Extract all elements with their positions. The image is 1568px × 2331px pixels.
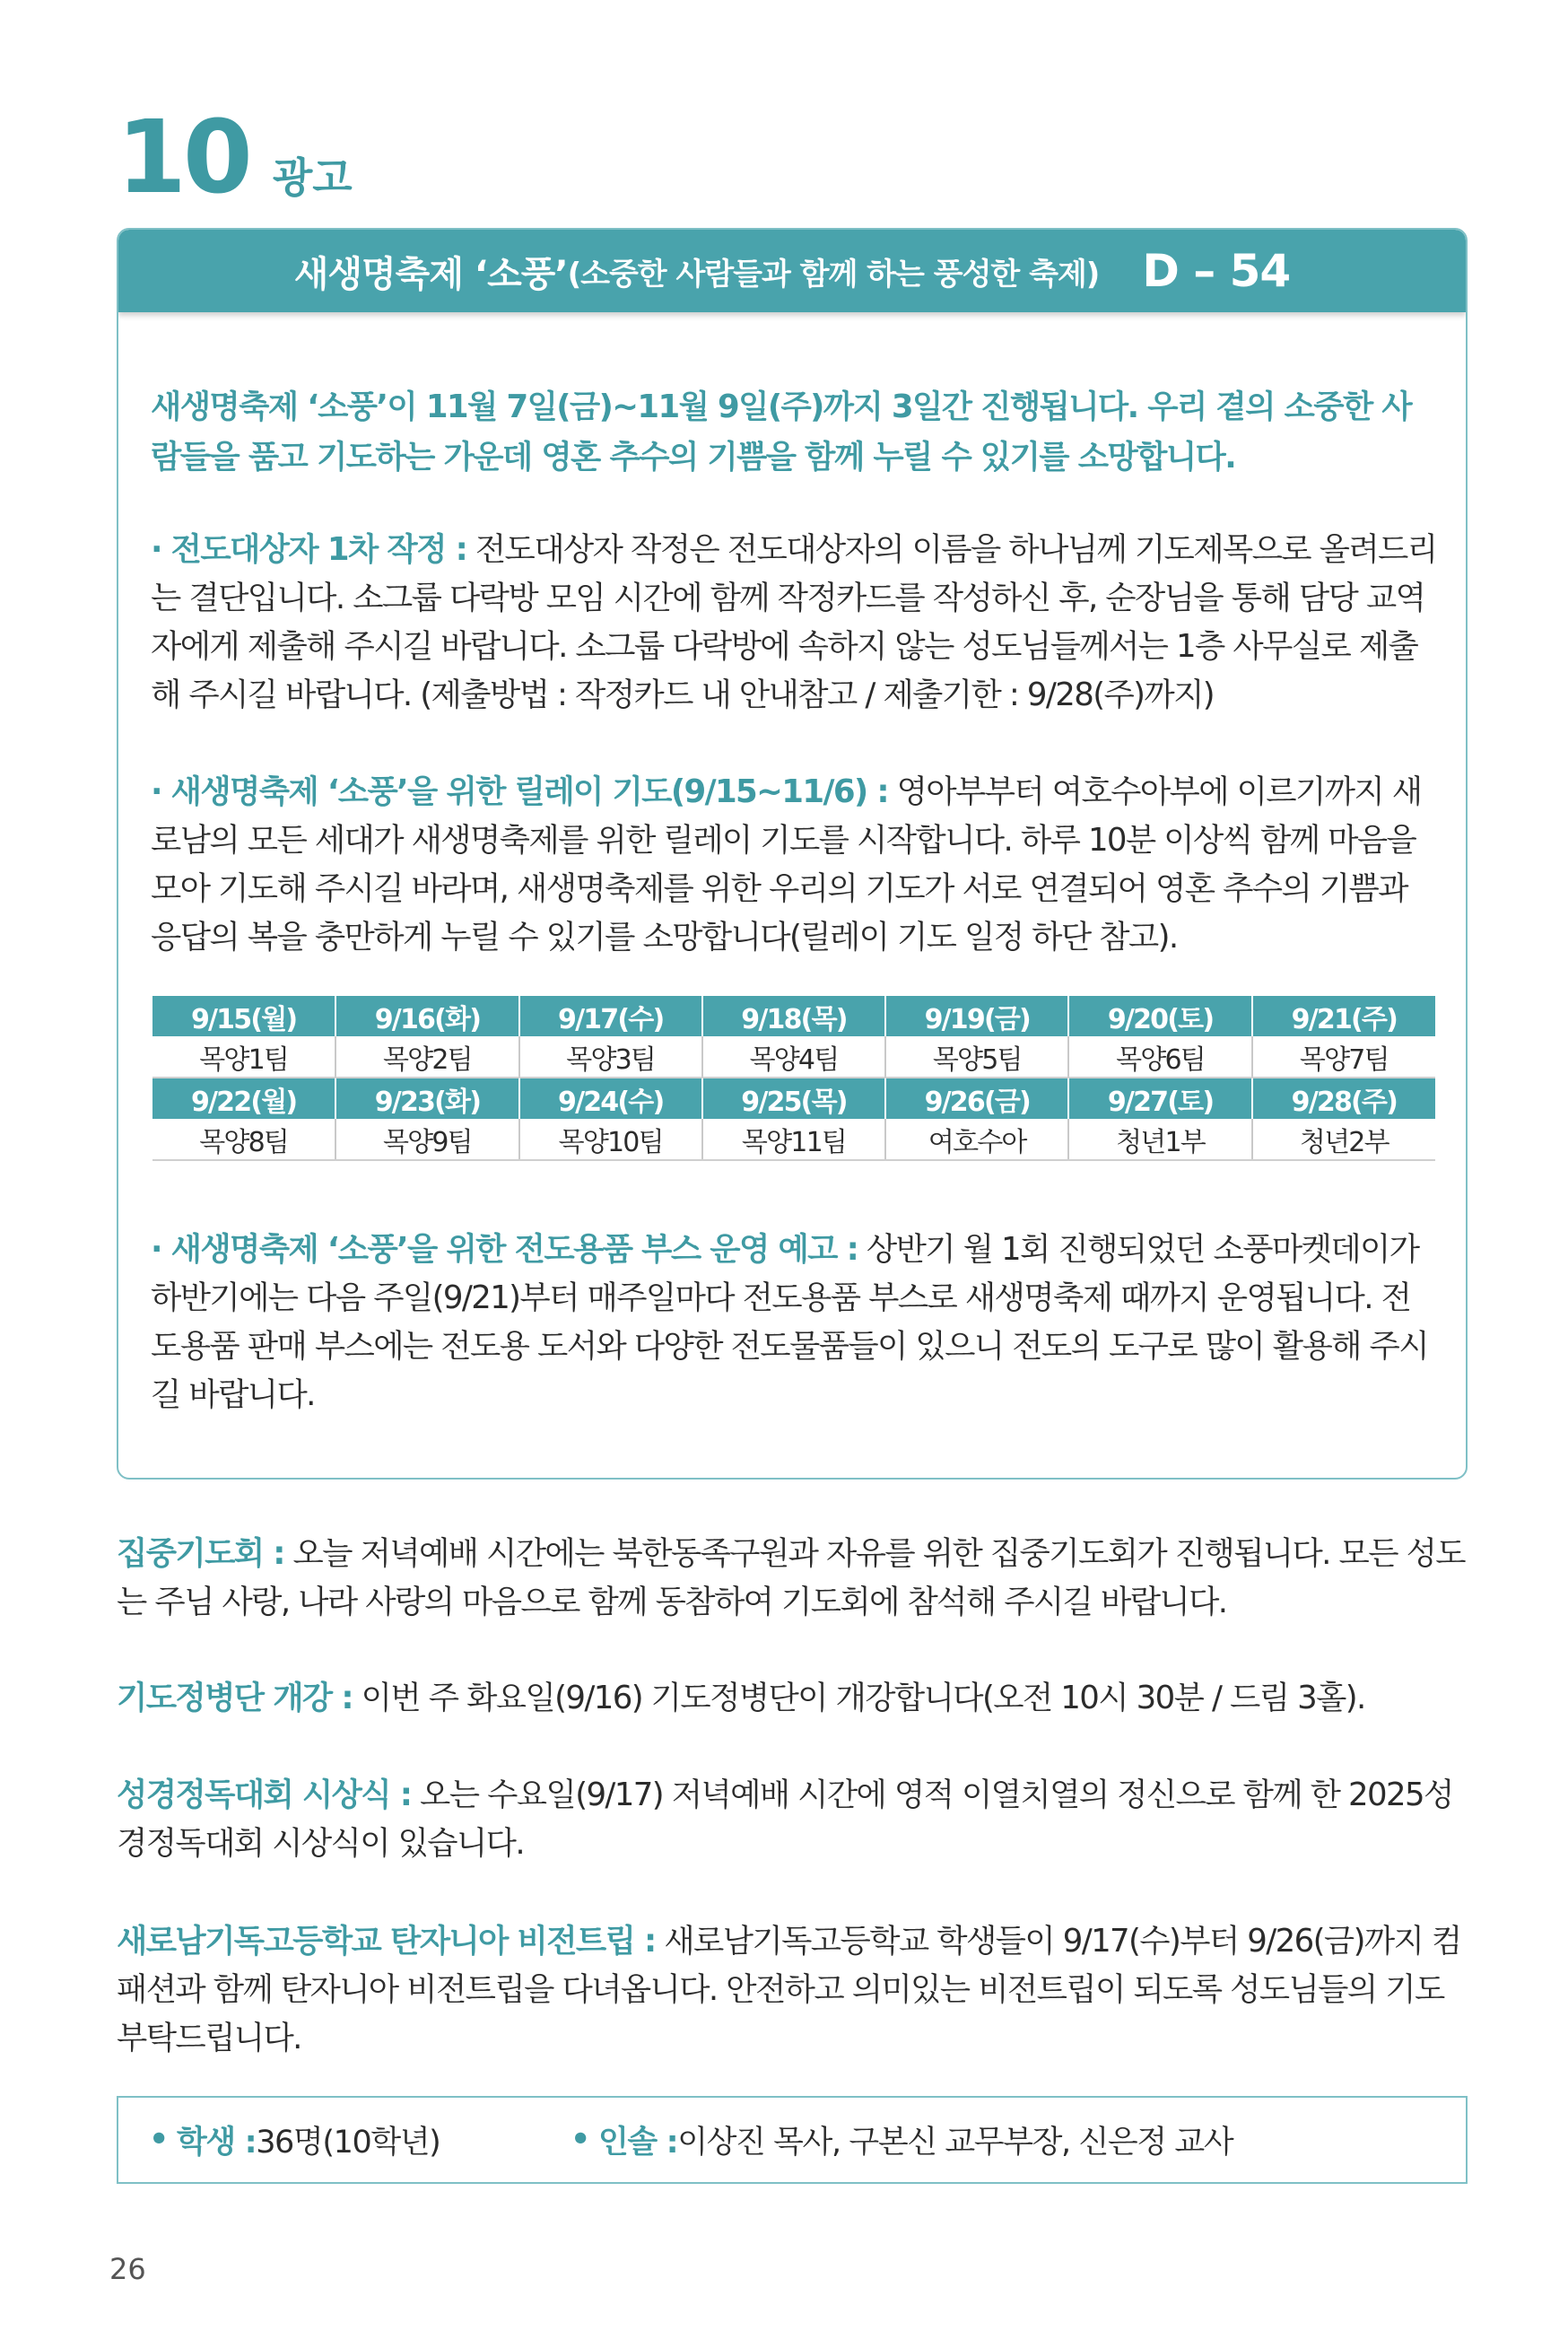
bullet-icon: • bbox=[571, 2122, 589, 2158]
schedule-team: 목양3팀 bbox=[519, 1036, 702, 1078]
schedule-team: 목양6팀 bbox=[1068, 1036, 1251, 1078]
notice-bible-awards bbox=[117, 1771, 1468, 1868]
notice-text: 오는 수요일(9/17) 저녁예배 시간에 영적 이열치열의 정신으로 함께 한 2025성경정독대회 시상식이 있습니다. bbox=[117, 1777, 1453, 1862]
schedule-team: 목양11팀 bbox=[702, 1119, 885, 1160]
schedule-date: 9/21(주) bbox=[1252, 996, 1435, 1036]
feature-title: 새생명축제 ‘소풍’ bbox=[293, 253, 568, 295]
feature-item-label: · 새생명축제 ‘소풍’을 위한 릴레이 기도(9/15~11/6) : bbox=[151, 773, 888, 810]
schedule-date: 9/19(금) bbox=[885, 996, 1068, 1036]
schedule-date: 9/27(토) bbox=[1068, 1078, 1251, 1119]
schedule-date: 9/26(금) bbox=[885, 1078, 1068, 1119]
feature-item-label: · 새생명축제 ‘소풍’을 위한 전도용품 부스 운영 예고 : bbox=[151, 1231, 858, 1268]
relay-prayer-schedule bbox=[152, 996, 1435, 1161]
escort-label: 인솔 : bbox=[597, 2125, 678, 2161]
schedule-date: 9/23(화) bbox=[335, 1078, 518, 1119]
page-number: 26 bbox=[109, 2252, 146, 2286]
festival-feature-box bbox=[117, 228, 1468, 1480]
schedule-date: 9/20(토) bbox=[1068, 996, 1251, 1036]
trip-info-box bbox=[117, 2096, 1468, 2184]
feature-item-pledge bbox=[151, 526, 1437, 720]
students-label: 학생 : bbox=[176, 2125, 257, 2161]
feature-subtitle: (소중한 사람들과 함께 하는 풍성한 축제) bbox=[567, 256, 1100, 292]
escort-value: 이상진 목사, 구본신 교무부장, 신은정 교사 bbox=[677, 2125, 1233, 2161]
schedule-team: 목양1팀 bbox=[152, 1036, 335, 1078]
students-value: 36명(10학년) bbox=[256, 2125, 440, 2161]
notice-label: 집중기도회 : bbox=[117, 1535, 284, 1572]
notice-vision-trip bbox=[117, 1917, 1468, 2063]
notice-focused-prayer bbox=[117, 1530, 1468, 1627]
schedule-date: 9/22(월) bbox=[152, 1078, 335, 1119]
schedule-date: 9/15(월) bbox=[152, 996, 335, 1036]
schedule-team: 목양7팀 bbox=[1252, 1036, 1435, 1078]
schedule-date-row bbox=[152, 996, 1435, 1036]
schedule-date: 9/17(수) bbox=[519, 996, 702, 1036]
feature-item-relay-prayer bbox=[151, 768, 1437, 962]
dday-counter: D – 54 bbox=[1142, 245, 1291, 297]
notice-label: 기도정병단 개강 : bbox=[117, 1680, 353, 1716]
schedule-team: 목양9팀 bbox=[335, 1119, 518, 1160]
feature-item-text: 영아부부터 여호수아부에 이르기까지 새로남의 모든 세대가 새생명축제를 위한 릴레이 기도를 시작합니다. 하루 10분 이상씩 함께 마음을 모아 기도해 주시길 바라며, 새생명축제를 위한 우리의 기도가 서로 연결되어 영혼 추수의 기쁨과 응답의 복을 충만하게 누릴 수 있기를 소망합니다(릴레이 기도 일정 하단 참고). bbox=[151, 773, 1422, 956]
schedule-team: 청년2부 bbox=[1252, 1119, 1435, 1160]
schedule-date: 9/24(수) bbox=[519, 1078, 702, 1119]
notice-text: 새로남기독고등학교 학생들이 9/17(수)부터 9/26(금)까지 컴패션과 함께 탄자니아 비전트립을 다녀옵니다. 안전하고 의미있는 비전트립이 되도록 성도님들의 기도 부탁드립니다. bbox=[117, 1923, 1461, 2056]
notice-label: 성경정독대회 시상식 : bbox=[117, 1777, 412, 1813]
schedule-team: 목양5팀 bbox=[885, 1036, 1068, 1078]
notice-prayer-corps bbox=[117, 1674, 1468, 1723]
schedule-date: 9/18(목) bbox=[702, 996, 885, 1036]
section-heading bbox=[117, 100, 353, 216]
schedule-team: 목양4팀 bbox=[702, 1036, 885, 1078]
schedule-team-row bbox=[152, 1119, 1435, 1160]
section-title: 광고 bbox=[272, 153, 353, 202]
bullet-icon: • bbox=[149, 2122, 168, 2158]
feature-item-text: 전도대상자 작정은 전도대상자의 이름을 하나님께 기도제목으로 올려드리는 결단입니다. 소그룹 다락방 모임 시간에 함께 작정카드를 작성하신 후, 순장님을 통해 담당 교역자에게 제출해 주시길 바랍니다. 소그룹 다락방에 속하지 않는 성도님들께서는 1층 사무실로 제출해 주시길 바랍니다. (제출방법 : 작정카드 내 안내참고 / 제출기한 : 9/28(주)까지) bbox=[151, 531, 1437, 713]
escort-info bbox=[571, 2117, 1233, 2162]
schedule-team: 목양2팀 bbox=[335, 1036, 518, 1078]
section-number: 10 bbox=[117, 100, 249, 216]
schedule-date: 9/25(목) bbox=[702, 1078, 885, 1119]
notice-label: 새로남기독고등학교 탄자니아 비전트립 : bbox=[117, 1923, 656, 1960]
notice-text: 오늘 저녁예배 시간에는 북한동족구원과 자유를 위한 집중기도회가 진행됩니다. 모든 성도는 주님 사랑, 나라 사랑의 마음으로 함께 동참하여 기도회에 참석해 주시길 바랍니다. bbox=[117, 1535, 1465, 1620]
schedule-team-row bbox=[152, 1036, 1435, 1078]
notice-text: 이번 주 화요일(9/16) 기도정병단이 개강합니다(오전 10시 30분 / 드림 3홀). bbox=[352, 1680, 1365, 1716]
schedule-date: 9/28(주) bbox=[1252, 1078, 1435, 1119]
schedule-team: 목양8팀 bbox=[152, 1119, 335, 1160]
students-info bbox=[149, 2117, 440, 2162]
schedule-team: 청년1부 bbox=[1068, 1119, 1251, 1160]
schedule-date-row bbox=[152, 1078, 1435, 1119]
feature-item-label: · 전도대상자 1차 작정 : bbox=[151, 531, 467, 568]
feature-item-text: 상반기 월 1회 진행되었던 소풍마켓데이가 하반기에는 다음 주일(9/21)부터 매주일마다 전도용품 부스로 새생명축제 때까지 운영됩니다. 전도용품 판매 부스에는 전도용 도서와 다양한 전도물품들이 있으니 전도의 도구로 많이 활용해 주시길 바랍니다. bbox=[151, 1231, 1428, 1413]
schedule-team: 여호수아 bbox=[885, 1119, 1068, 1160]
feature-header bbox=[118, 230, 1466, 312]
feature-item-booth bbox=[151, 1226, 1437, 1419]
schedule-team: 목양10팀 bbox=[519, 1119, 702, 1160]
schedule-date: 9/16(화) bbox=[335, 996, 518, 1036]
feature-intro: 새생명축제 ‘소풍’이 11월 7일(금)~11월 9일(주)까지 3일간 진행됩니다. 우리 곁의 소중한 사람들을 품고 기도하는 가운데 영혼 추수의 기쁨을 함께 누릴 수 있기를 소망합니다. bbox=[151, 388, 1412, 476]
